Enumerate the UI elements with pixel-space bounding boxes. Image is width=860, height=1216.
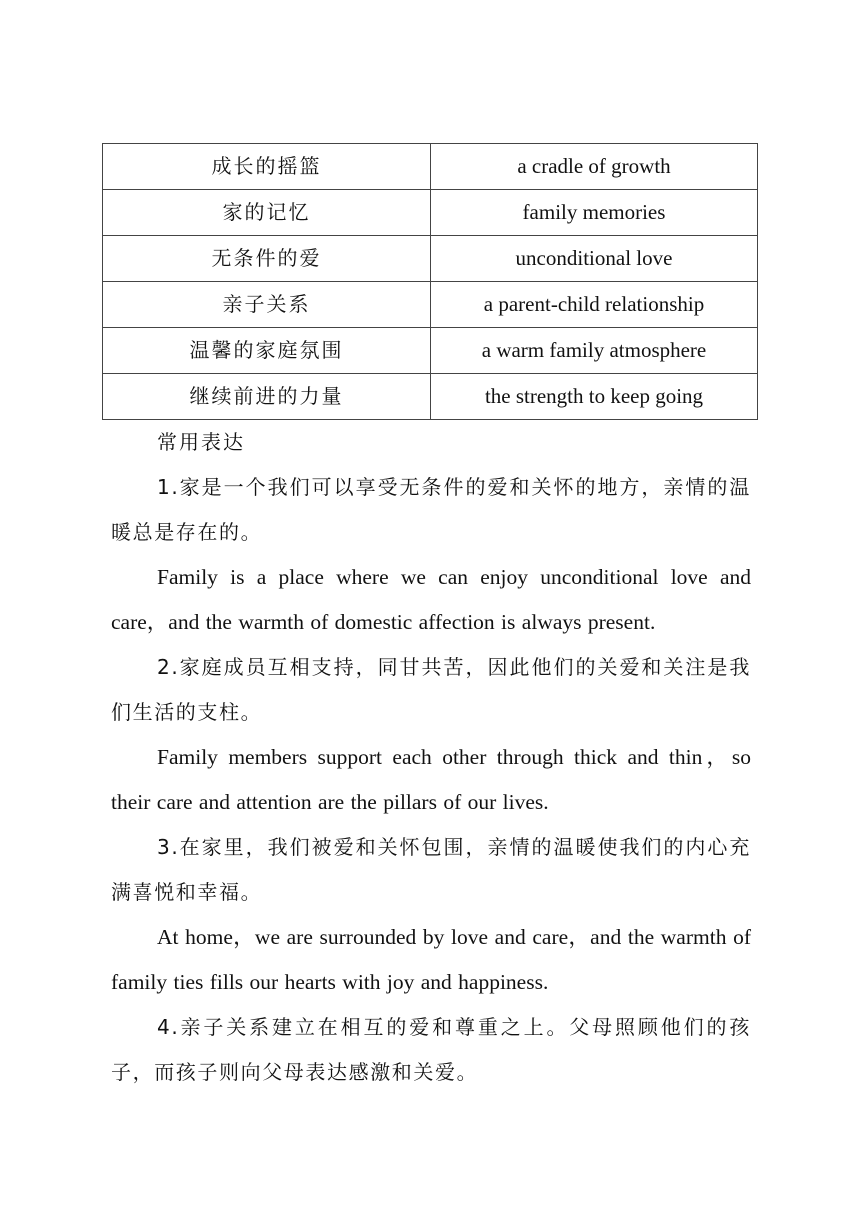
expression-english: Family is a place where we can enjoy unconditional love and care，and the warmth of domestic affection is always present. [111,565,751,634]
chinese-term: 温馨的家庭氛围 [103,328,431,374]
expression-chinese: 2.家庭成员互相支持，同甘共苦，因此他们的关爱和关注是我们生活的支柱。 [111,655,751,724]
expression-chinese: 3.在家里，我们被爱和关怀包围，亲情的温暖使我们的内心充满喜悦和幸福。 [111,835,751,904]
table-row [103,236,758,282]
expression-english: At home，we are surrounded by love and care，and the warmth of family ties fills our hearts with joy and happiness. [111,925,751,994]
expressions-section [111,420,751,1095]
expression-chinese: 1.家是一个我们可以享受无条件的爱和关怀的地方，亲情的温暖总是存在的。 [111,475,751,544]
english-term: family memories [431,190,758,236]
expression-english: Family members support each other through thick and thin，so their care and attention are the pillars of our lives. [111,745,751,814]
english-term: a warm family atmosphere [431,328,758,374]
chinese-term: 亲子关系 [103,282,431,328]
table-row [103,328,758,374]
table-row [103,282,758,328]
table-row [103,190,758,236]
chinese-term: 家的记忆 [103,190,431,236]
section-title: 常用表达 [157,430,245,454]
chinese-term: 成长的摇篮 [103,144,431,190]
vocabulary-table [102,143,758,420]
chinese-term: 无条件的爱 [103,236,431,282]
table-row [103,374,758,420]
english-term: a parent-child relationship [431,282,758,328]
chinese-term: 继续前进的力量 [103,374,431,420]
english-term: the strength to keep going [431,374,758,420]
expression-chinese: 4.亲子关系建立在相互的爱和尊重之上。父母照顾他们的孩子，而孩子则向父母表达感激和关爱。 [111,1015,751,1084]
table-row [103,144,758,190]
english-term: unconditional love [431,236,758,282]
english-term: a cradle of growth [431,144,758,190]
